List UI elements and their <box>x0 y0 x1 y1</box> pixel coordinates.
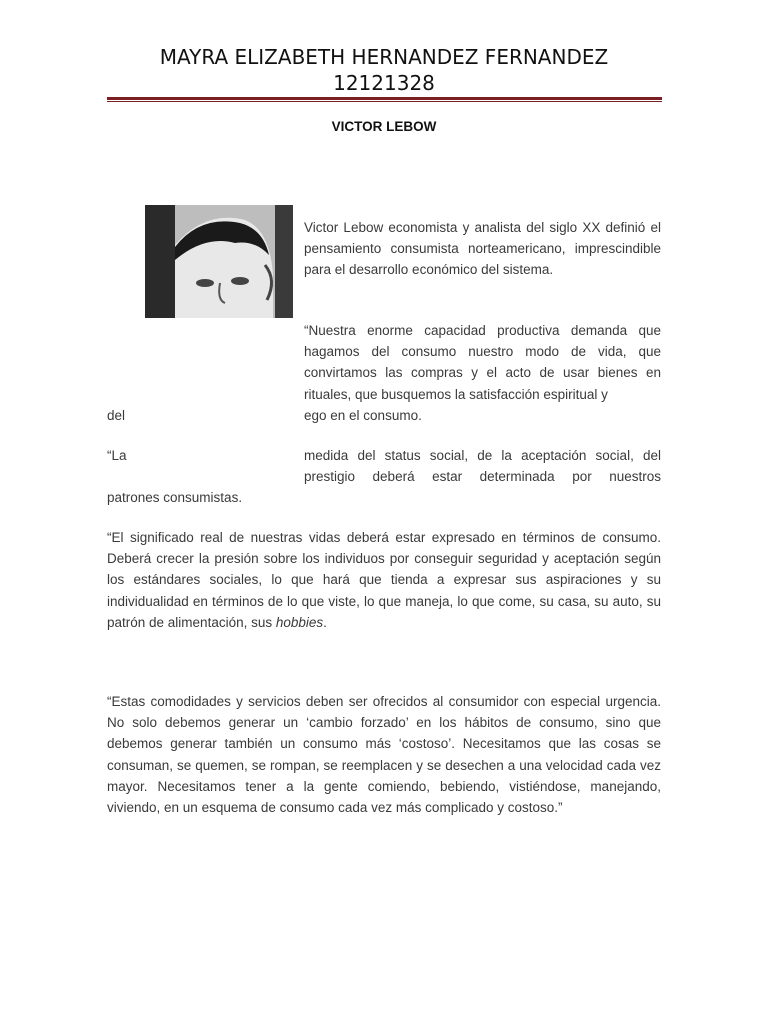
quote3-italic: hobbies <box>275 614 324 630</box>
quote2-la: “La <box>107 448 127 463</box>
portrait-photo <box>145 205 293 318</box>
quote3-text: “El significado real de nuestras vidas deberá estar expresado en términos de consumo. Deberá crecer la presión sobre los individuos por conseguir seguridad y aceptación según los estándares sociales, lo que hará que tienda a expresar sus aspiraciones y su individualidad en términos de lo que viste, lo que maneja, lo que come, su casa, su auto, su patrón de alimentación, sus <box>107 530 661 630</box>
author-id: 12121328 <box>333 71 435 95</box>
header-rule <box>107 97 662 100</box>
intro-paragraph: Victor Lebow economista y analista del siglo XX definió el pensamiento consumista norteamericano, imprescindible para el desarrollo económico del sistema. <box>304 220 661 278</box>
quote3-period: . <box>323 614 327 630</box>
quote2-paragraph: medida del status social, de la aceptación social, del prestigio deberá estar determinada por nuestros <box>304 448 661 485</box>
quote4-paragraph: “Estas comodidades y servicios deben ser ofrecidos al consumidor con especial urgencia. No solo debemos generar un ‘cambio forzado’ en los hábitos de consumo, sino que debemos generar también un consumo más ‘costoso’. Necesitamos que las cosas se consuman, se quemen, se rompan, se reemplacen y se desechen a una velocidad cada vez mayor. Necesitamos tener a la gente comiendo, bebiendo, vistiéndose, manejando, viviendo, en un esquema de consumo cada vez más complicado y costoso.” <box>107 694 661 816</box>
quote2-end: patrones consumistas. <box>107 490 243 505</box>
quote1-del: del <box>107 408 126 423</box>
quote1-end: ego en el consumo. <box>304 408 422 423</box>
quote3-paragraph <box>107 527 661 633</box>
quote1-paragraph: “Nuestra enorme capacidad productiva demanda que hagamos del consumo nuestro modo de vida, que convirtamos las compras y el acto de usar bienes en rituales, que busquemos la satisfacción espiritual y <box>304 323 661 402</box>
page-title: VICTOR LEBOW <box>331 119 437 134</box>
header-rule-thin <box>107 101 662 102</box>
author-name: MAYRA ELIZABETH HERNANDEZ FERNANDEZ <box>159 45 609 69</box>
